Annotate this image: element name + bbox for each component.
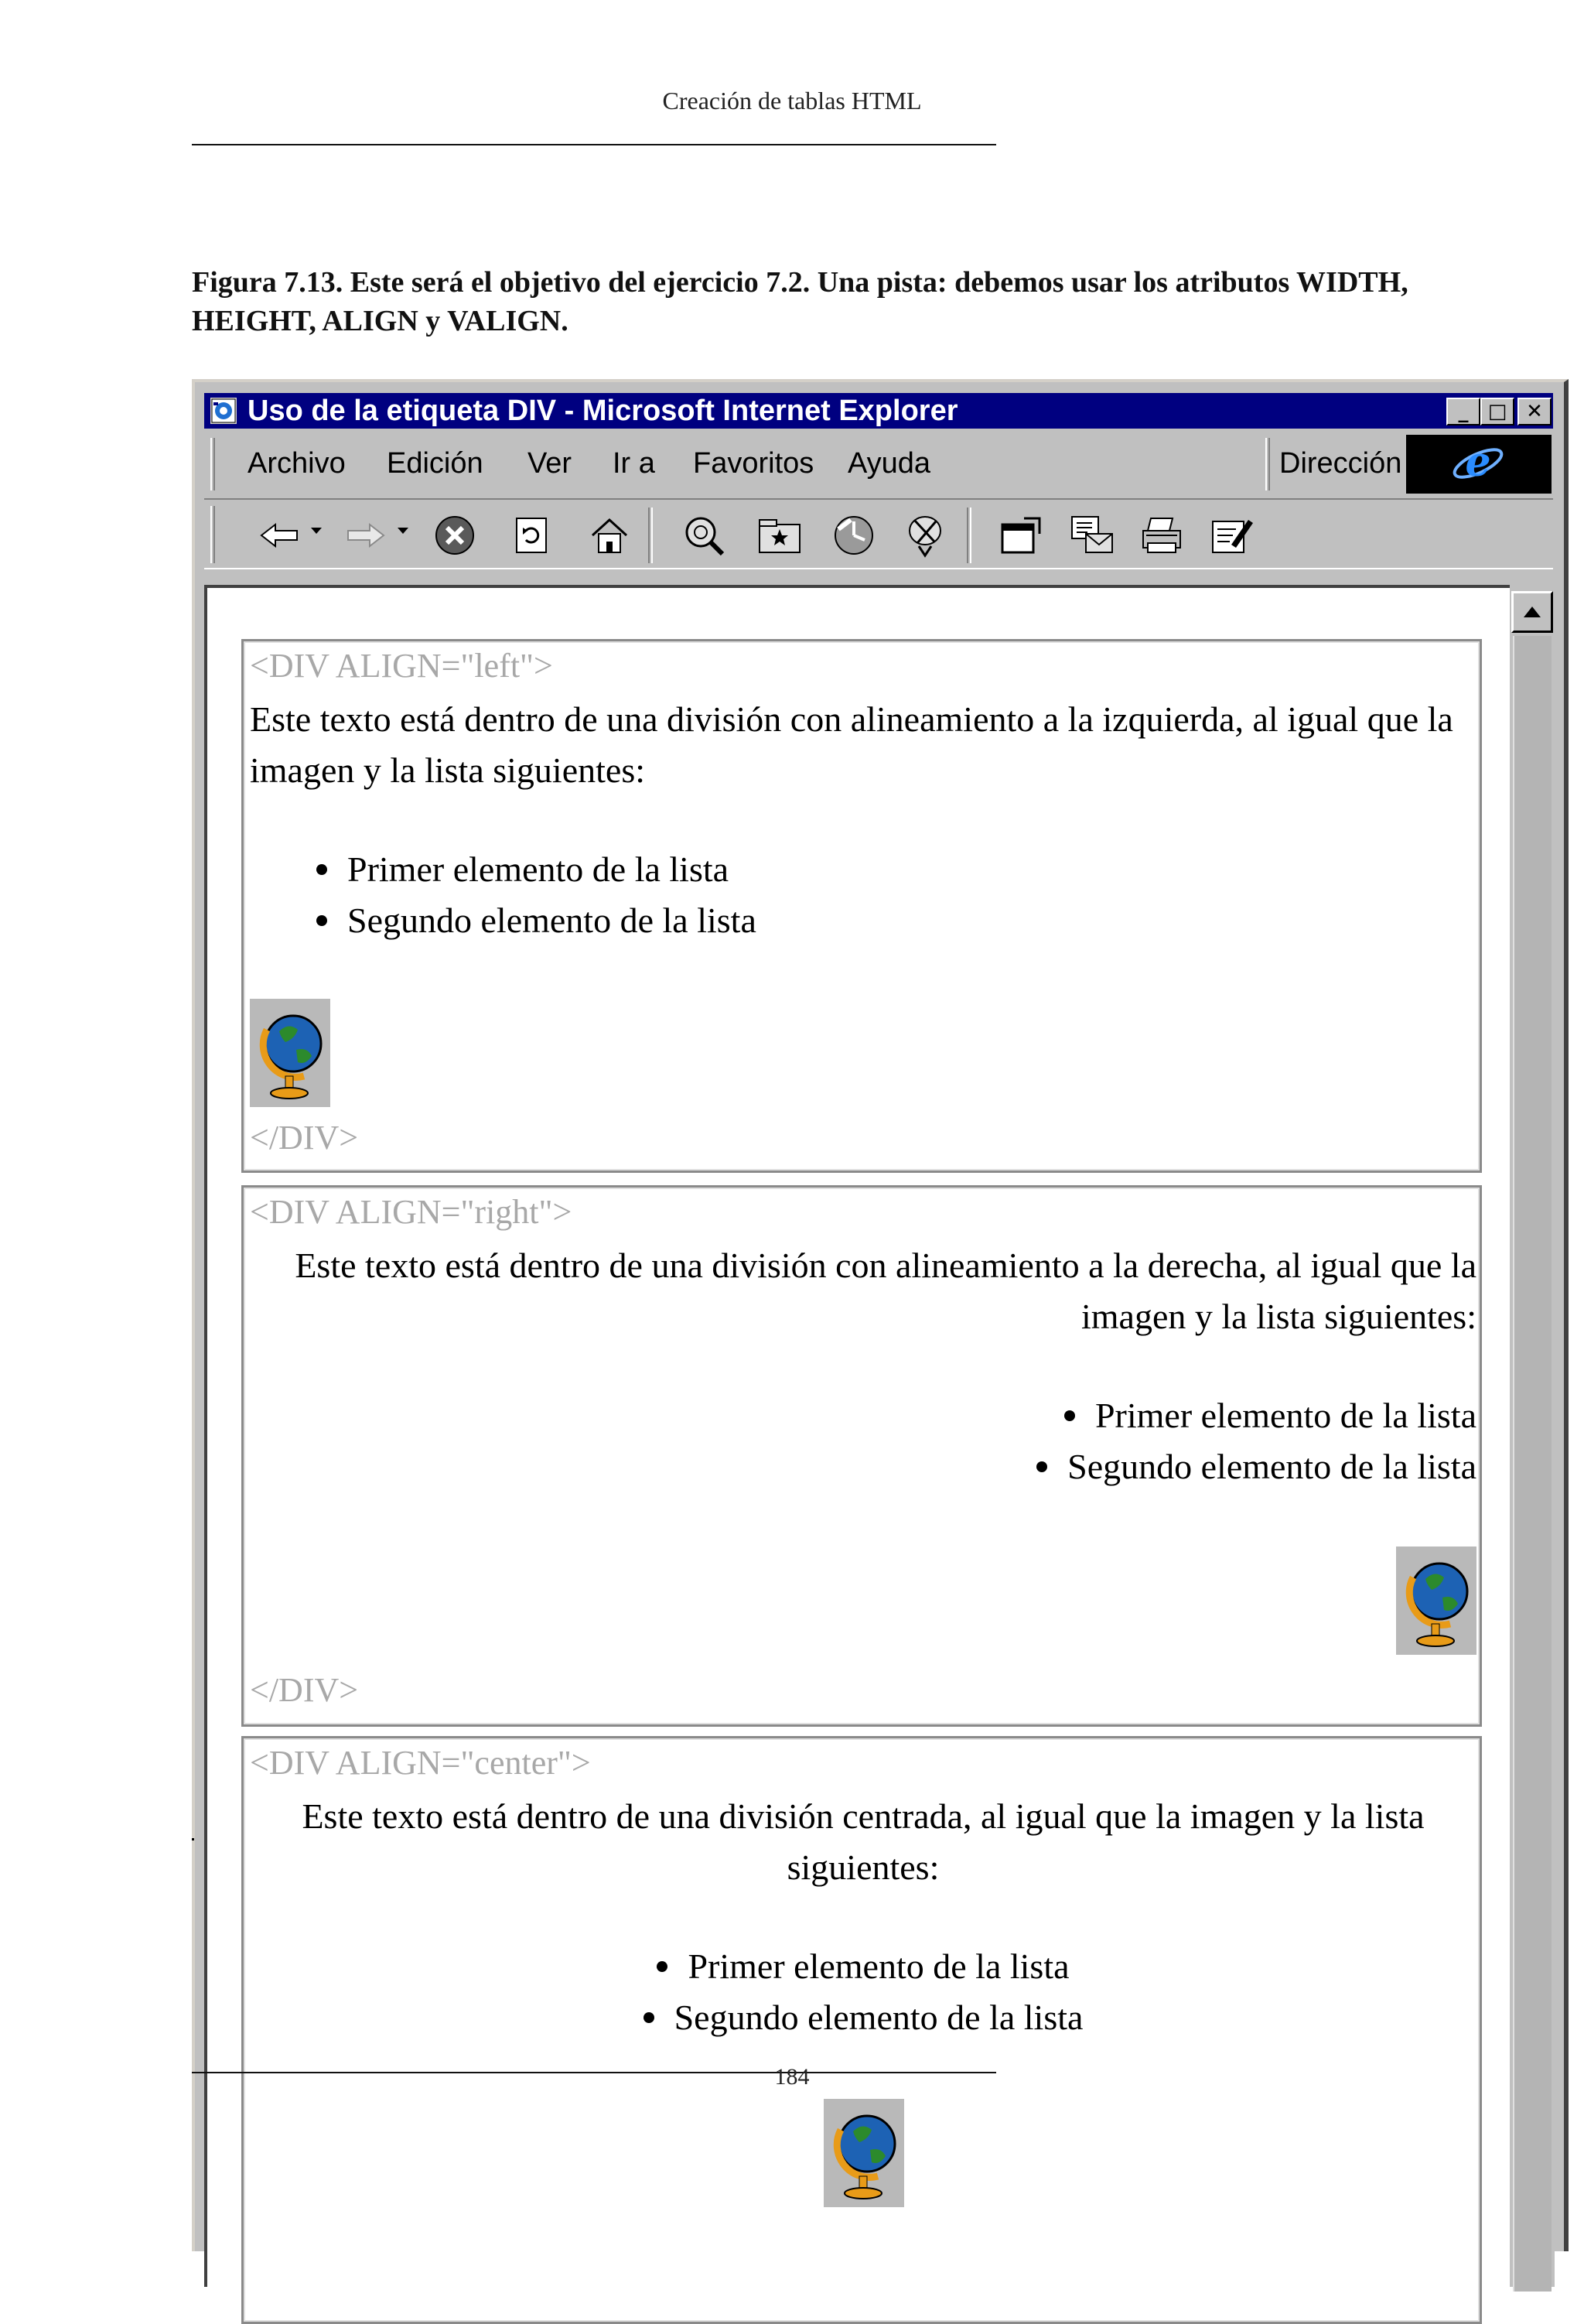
vertical-scrollbar[interactable] [1510, 585, 1555, 2287]
menu-ir-a[interactable]: Ir a [613, 447, 655, 480]
search-button[interactable] [679, 511, 729, 560]
div-center-open-tag: <DIV ALIGN="center"> [250, 1744, 591, 1782]
svg-text:e: e [1465, 439, 1491, 486]
div-left-open-tag: <DIV ALIGN="left"> [250, 647, 553, 685]
toolbar-separator [648, 508, 653, 563]
page-viewport[interactable] [204, 585, 1510, 2287]
mail-button[interactable] [1067, 511, 1117, 560]
div-right-close-tag: </DIV> [250, 1671, 359, 1709]
div-center-list [250, 1941, 1476, 2043]
maximize-button[interactable] [1480, 398, 1514, 425]
history-icon [831, 512, 877, 559]
bullet-icon [657, 1961, 667, 1972]
search-icon [681, 512, 727, 559]
scroll-up-button[interactable] [1511, 591, 1553, 633]
home-button[interactable] [585, 511, 634, 560]
channels-button[interactable] [900, 511, 950, 560]
arrow-up-icon [1524, 607, 1541, 617]
back-icon [258, 520, 302, 551]
home-icon [588, 514, 631, 557]
globe-image [250, 999, 330, 1107]
forward-dropdown-icon[interactable] [398, 528, 408, 534]
print-button[interactable] [1137, 511, 1186, 560]
globe-image [1396, 1546, 1476, 1655]
figure-caption: Figura 7.13. Este será el objetivo del ejercicio 7.2. Una pista: debemos usar los atributos WIDTH, HEIGHT, ALIGN y VALIGN. [192, 266, 1408, 337]
stop-button[interactable] [430, 511, 480, 560]
bullet-icon [644, 2012, 654, 2023]
back-dropdown-icon[interactable] [311, 528, 322, 534]
ie-logo-icon [1451, 439, 1505, 487]
toolbar-grip[interactable] [210, 506, 215, 563]
channels-icon [903, 512, 947, 559]
bullet-icon [316, 864, 327, 875]
menu-edicion[interactable]: Edición [387, 447, 483, 480]
div-left-close-tag: </DIV> [250, 1119, 359, 1157]
edit-icon [1208, 514, 1255, 557]
div-left-list [250, 844, 1476, 946]
div-center-box [241, 1736, 1482, 2324]
toolbar-separator [967, 508, 971, 563]
refresh-icon [510, 514, 554, 557]
menu-bar [204, 433, 1553, 495]
favorites-button[interactable] [755, 511, 804, 560]
div-right-list [250, 1390, 1476, 1492]
address-grip[interactable] [1265, 438, 1270, 490]
div-right-open-tag: <DIV ALIGN="right"> [250, 1193, 572, 1231]
globe-icon [1396, 1546, 1476, 1655]
title-bar[interactable] [204, 393, 1553, 429]
menu-ayuda[interactable]: Ayuda [848, 447, 931, 480]
mail-icon [1069, 514, 1115, 557]
div-right-box [241, 1185, 1482, 1727]
forward-button[interactable] [340, 511, 390, 560]
div-right-text: Este texto está dentro de una división con alineamiento a la derecha, al igual que la imagen y la lista siguientes: [295, 1246, 1476, 1336]
margin-mark [192, 1838, 194, 1840]
menu-archivo[interactable]: Archivo [248, 447, 346, 480]
minimize-icon: _ [1458, 400, 1469, 423]
list-item: Primer elemento de la lista [316, 844, 1476, 895]
div-left-text: Este texto está dentro de una división con alineamiento a la izquierda, al igual que la imagen y la lista siguientes: [250, 699, 1453, 790]
list-item: Primer elemento de la lista [250, 1941, 1476, 1992]
bullet-icon [316, 915, 327, 926]
stop-icon [433, 514, 476, 557]
menu-ver[interactable]: Ver [527, 447, 572, 480]
close-icon: ✕ [1526, 400, 1543, 423]
globe-icon [250, 999, 330, 1107]
refresh-button[interactable] [507, 511, 557, 560]
browser-window [192, 379, 1569, 2251]
maximize-icon: □ [1487, 400, 1507, 423]
ie-throbber [1406, 435, 1552, 494]
standard-toolbar [204, 498, 1553, 569]
globe-icon [824, 2099, 904, 2207]
minimize-button[interactable] [1446, 398, 1480, 425]
edit-button[interactable] [1207, 511, 1256, 560]
list-item: Segundo elemento de la lista [250, 1992, 1476, 2043]
div-left-box [241, 639, 1482, 1173]
ie-app-icon [210, 398, 237, 424]
scroll-track[interactable] [1513, 636, 1552, 2292]
forward-icon [343, 520, 387, 551]
globe-image [824, 2099, 904, 2207]
list-item: Segundo elemento de la lista [250, 1441, 1476, 1492]
fullscreen-icon [998, 514, 1044, 557]
fullscreen-button[interactable] [996, 511, 1046, 560]
history-button[interactable] [829, 511, 879, 560]
list-item: Segundo elemento de la lista [316, 895, 1476, 946]
div-center-text: Este texto está dentro de una división centrada, al igual que la imagen y la lista siguientes: [302, 1796, 1425, 1887]
page-number: 184 [774, 2064, 810, 2090]
window-title: Uso de la etiqueta DIV - Microsoft Internet Explorer [248, 395, 958, 427]
list-item: Primer elemento de la lista [250, 1390, 1476, 1441]
favorites-icon [756, 514, 803, 557]
menu-grip[interactable] [210, 438, 215, 490]
bullet-icon [1036, 1461, 1047, 1472]
header-rule [192, 144, 996, 145]
page-header: Creación de tablas HTML [662, 87, 922, 114]
menu-favoritos[interactable]: Favoritos [693, 447, 814, 480]
bullet-icon [1064, 1410, 1075, 1421]
address-label: Dirección [1279, 447, 1402, 480]
back-button[interactable] [255, 511, 305, 560]
close-button[interactable] [1517, 398, 1552, 425]
print-icon [1138, 514, 1185, 557]
